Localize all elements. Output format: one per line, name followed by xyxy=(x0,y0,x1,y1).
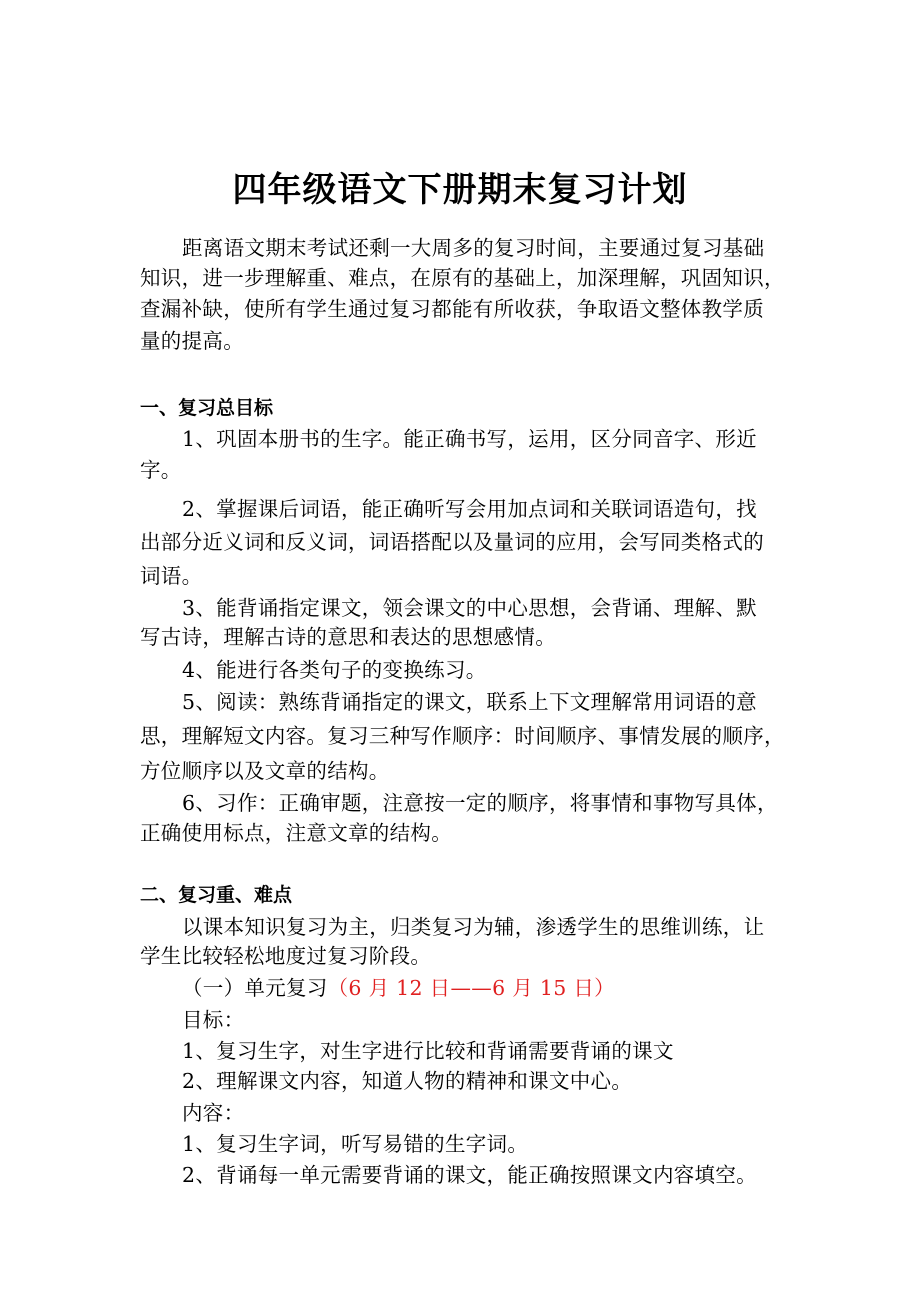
section1-line: 1、巩固本册书的生字。能正确书写，运用，区分同音字、形近 xyxy=(182,427,757,451)
section2-line: 学生比较轻松地度过复习阶段。 xyxy=(140,944,432,968)
section2-line: 以课本知识复习为主，归类复习为辅，渗透学生的思维训练，让 xyxy=(182,915,765,939)
section2-heading: 二、复习重、难点 xyxy=(140,884,293,906)
intro-line-2: 知识，进一步理解重、难点，在原有的基础上，加深理解，巩固知识， xyxy=(140,266,785,290)
intro-line-1: 距离语文期末考试还剩一大周多的复习时间，主要通过复习基础 xyxy=(182,236,765,260)
intro-line-3: 查漏补缺，使所有学生通过复习都能有所收获，争取语文整体教学质 xyxy=(140,297,764,321)
section1-line: 4、能进行各类句子的变换练习。 xyxy=(182,658,487,682)
section1-line: 2、掌握课后词语，能正确听写会用加点词和关联词语造句，找 xyxy=(182,497,757,521)
goal-label: 目标： xyxy=(182,1008,245,1032)
section1-line: 正确使用标点，注意文章的结构。 xyxy=(140,821,452,845)
goal-item: 1、复习生字，对生字进行比较和背诵需要背诵的课文 xyxy=(182,1039,674,1063)
unit-review-label: （一）单元复习 xyxy=(182,976,328,1000)
unit-review-dates: （6 月 12 日——6 月 15 日） xyxy=(327,976,615,1000)
content-item: 2、背诵每一单元需要背诵的课文，能正确按照课文内容填空。 xyxy=(182,1163,757,1187)
section1-line: 词语。 xyxy=(140,564,203,588)
section1-line: 6、习作：正确审题，注意按一定的顺序，将事情和事物写具体， xyxy=(182,791,778,815)
section1-line: 字。 xyxy=(140,458,182,482)
section1-line: 写古诗，理解古诗的意思和表达的思想感情。 xyxy=(140,625,556,649)
section1-line: 出部分近义词和反义词，词语搭配以及量词的应用，会写同类格式的 xyxy=(140,530,764,554)
section1-line: 思，理解短文内容。复习三种写作顺序：时间顺序、事情发展的顺序， xyxy=(140,724,785,748)
section1-line: 5、阅读：熟练背诵指定的课文，联系上下文理解常用词语的意 xyxy=(182,690,757,714)
unit-review-line xyxy=(182,973,615,1003)
section1-heading: 一、复习总目标 xyxy=(140,397,274,419)
section1-line: 方位顺序以及文章的结构。 xyxy=(140,759,390,783)
document-title: 四年级语文下册期末复习计划 xyxy=(232,170,688,210)
content-item: 1、复习生字词，听写易错的生字词。 xyxy=(182,1132,529,1156)
section1-line: 3、能背诵指定课文，领会课文的中心思想，会背诵、理解、默 xyxy=(182,596,757,620)
intro-line-4: 量的提高。 xyxy=(140,329,244,353)
goal-item: 2、理解课文内容，知道人物的精神和课文中心。 xyxy=(182,1069,633,1093)
content-label: 内容： xyxy=(182,1101,245,1125)
